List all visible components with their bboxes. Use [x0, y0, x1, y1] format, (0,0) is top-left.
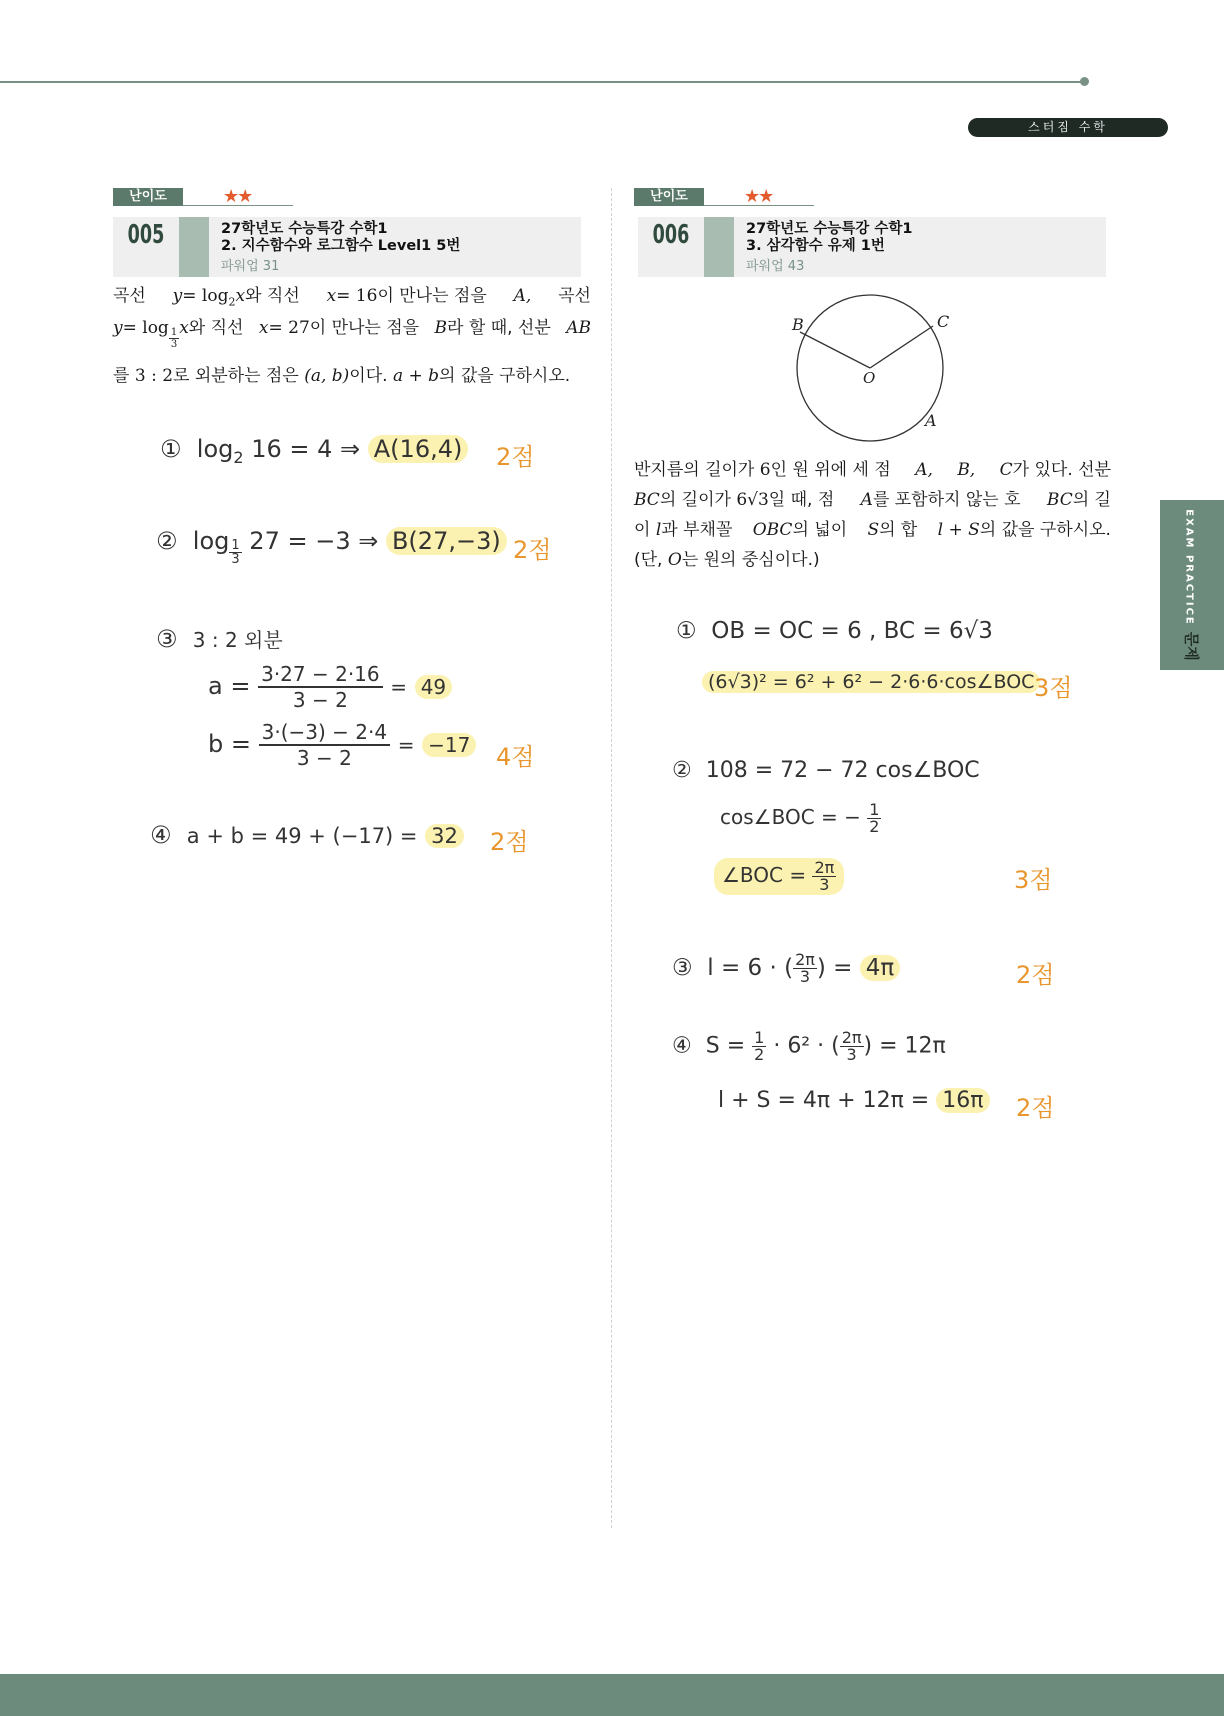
solution-subscript: 2 [233, 447, 244, 467]
text-segment: 의 값을 구하시오. [979, 520, 1111, 540]
solution-fraction-den: 3 [799, 967, 811, 986]
score-label: 3점 [1034, 674, 1073, 702]
solution-step-3-a [208, 662, 452, 712]
problem-header [113, 217, 581, 277]
math-expr: l + S [937, 520, 980, 540]
problem-text-line [634, 552, 1111, 574]
problem-number: 005 [127, 220, 165, 250]
solution-step-4 [672, 1030, 946, 1063]
solution-answer-highlight: 49 [415, 675, 452, 699]
solution-answer-highlight: B(27,−3) [386, 527, 507, 555]
step-number: ③ [672, 955, 693, 981]
difficulty-label: 난이도 [113, 188, 183, 206]
text-segment: 의 길 [1072, 490, 1111, 510]
step-number: ① [676, 618, 697, 644]
solution-expr: = [397, 733, 415, 757]
problem-source-title: 27학년도 수능특강 수학1 [746, 221, 913, 237]
solution-fraction-den: 3 − 2 [296, 746, 352, 770]
solution-expr: ∠BOC = [722, 863, 807, 887]
text-segment: 곡선 [558, 286, 591, 306]
step-number: ④ [672, 1033, 692, 1059]
math-var: l [655, 520, 662, 540]
problem-text [113, 288, 591, 390]
math-var: x [179, 318, 189, 338]
math-var: OBC [752, 520, 793, 540]
solution-fraction-num: 1 [754, 1028, 765, 1047]
step-number: ① [160, 435, 182, 463]
radius-oc [870, 326, 933, 368]
solution-answer-highlight: 4π [860, 955, 900, 981]
solution-answer-highlight: A(16,4) [368, 435, 469, 463]
problem-source-unit: 2. 지수함수와 로그함수 Level1 5번 [221, 238, 461, 254]
side-tab-korean: 문제 [1182, 631, 1201, 661]
text-segment: 가 있다. 선분 [1012, 460, 1111, 480]
problem-text [634, 462, 1111, 574]
solution-step-1 [160, 434, 468, 473]
point-label-b: B [792, 315, 804, 334]
solution-step-3 [156, 624, 283, 655]
solution-expr: S = [705, 1033, 746, 1059]
solution-fraction-den: 2 [754, 1045, 765, 1064]
score-label: 2점 [490, 828, 529, 856]
solution-expr: b = [208, 730, 251, 758]
math-expr: 6√3 [736, 490, 769, 510]
score-label: 2점 [1016, 961, 1055, 989]
text-segment: 이다. [349, 366, 388, 386]
solution-fraction-num: 2π [841, 1028, 862, 1047]
solution-expr: log [196, 435, 234, 463]
solution-expr: 27 = −3 ⇒ [249, 527, 379, 555]
solution-fraction-den: 3 − 2 [292, 688, 348, 712]
top-rule-dot [1080, 77, 1089, 86]
math-var: B, [957, 460, 976, 480]
solution-answer-highlight [714, 858, 844, 895]
solution-step-3 [672, 952, 900, 985]
solution-step-2 [156, 526, 507, 566]
solution-fraction-den: 3 [846, 1045, 857, 1064]
solution-expr: OB = OC = 6 , BC = 6√3 [711, 618, 993, 644]
text-segment: 는 원의 중심이다.) [681, 550, 820, 570]
problem-source-title: 27학년도 수능특강 수학1 [221, 221, 388, 237]
text-segment: (단, [634, 550, 663, 570]
solution-step-4 [150, 820, 464, 851]
solution-step-1 [676, 616, 993, 646]
solution-step-2-b [720, 802, 881, 835]
solution-expr: · 6² · ( [773, 1033, 840, 1059]
solution-expr: a + b = 49 + (−17) = [186, 824, 418, 848]
text-segment: 과 부채꼴 [661, 520, 733, 540]
math-expr: = 16 [336, 286, 378, 306]
solution-expr: ) = [816, 955, 853, 981]
side-tab-text [1182, 509, 1203, 661]
problem-source-ref: 파워업 31 [221, 259, 280, 274]
solution-expr: a = [208, 672, 251, 700]
step-number: ② [672, 758, 692, 783]
problem-text-line [113, 288, 591, 310]
solution-fraction-num: 3·27 − 2·16 [258, 662, 383, 688]
text-segment: 이 만나는 점을 [377, 286, 487, 306]
text-segment: 이 만나는 점을 [309, 318, 420, 338]
problem-source-ref: 파워업 43 [746, 259, 805, 274]
math-expr: = log [122, 318, 169, 338]
text-segment: 의 넓이 [792, 520, 848, 540]
solution-fraction-num: 2π [814, 858, 835, 877]
score-label: 3점 [1014, 866, 1053, 894]
math-var: S [867, 520, 880, 540]
solution-step-4-b [718, 1086, 990, 1116]
solution-step-2-c [714, 858, 844, 895]
text-segment: 인 원 위에 세 점 [770, 460, 891, 480]
score-label: 2점 [513, 536, 552, 564]
point-label-c: C [937, 312, 950, 331]
difficulty-label: 난이도 [634, 188, 704, 206]
problem-header [638, 217, 1106, 277]
step-number: ② [156, 527, 178, 555]
math-var: AB [566, 318, 591, 338]
math-var: O [667, 550, 682, 570]
math-expr: 6 [759, 460, 771, 480]
score-label: 4점 [496, 743, 535, 771]
column-divider [611, 188, 612, 1528]
text-segment: 와 직선 [188, 318, 244, 338]
solution-fraction-num: 1 [231, 538, 240, 553]
solution-step-1-b [702, 667, 1040, 697]
footer-band [0, 1674, 1224, 1716]
text-segment: 이 [634, 520, 651, 540]
text-segment: 반지름의 길이가 [634, 460, 755, 480]
math-var: BC [634, 490, 660, 510]
text-segment: 일 때, 점 [768, 490, 835, 510]
solution-expr: 16 = 4 ⇒ [251, 435, 361, 463]
math-var: x [326, 286, 337, 306]
solution-fraction-num: 2π [795, 950, 815, 969]
step-number: ③ [156, 625, 178, 653]
score-label: 2점 [496, 443, 535, 471]
problem-text-line [634, 522, 1111, 544]
solution-fraction-den: 3 [819, 875, 830, 894]
score-label: 2점 [1016, 1094, 1055, 1122]
solution-step-3-b [208, 720, 476, 770]
text-segment: 를 [113, 366, 130, 386]
problem-text-line [634, 462, 1111, 484]
solution-expr: 108 = 72 − 72 cos∠BOC [705, 758, 980, 783]
math-var: A, [513, 286, 532, 306]
solution-step-2 [672, 756, 980, 786]
math-var: A [860, 490, 873, 510]
circle-figure [780, 285, 960, 445]
math-subscript: 2 [228, 295, 236, 309]
side-tab-english: EXAM PRACTICE [1183, 509, 1195, 626]
text-segment: 의 합 [879, 520, 918, 540]
solution-expr: 3 : 2 외분 [192, 628, 283, 652]
solution-expr: = [390, 675, 408, 699]
math-var: x [235, 286, 246, 306]
problem-text-line [113, 368, 591, 390]
text-segment: 곡선 [113, 286, 146, 306]
solution-fraction-den: 2 [869, 817, 880, 836]
solution-fraction-num: 3·(−3) − 2·4 [259, 720, 390, 746]
solution-answer-highlight: −17 [422, 733, 476, 757]
side-tab [1160, 500, 1224, 670]
solution-expr: l + S = 4π + 12π = [718, 1088, 930, 1113]
solution-expr: log [192, 527, 230, 555]
math-var: y [172, 286, 183, 306]
problem-strip [179, 217, 209, 277]
text-segment: 의 값을 구하시오. [439, 366, 571, 386]
solution-expr: cos∠BOC = − [720, 805, 861, 829]
difficulty-stars: ★★ [223, 186, 252, 207]
problem-strip [704, 217, 734, 277]
text-segment: 로 외분하는 점은 [173, 366, 299, 386]
math-expr: a + b [392, 366, 440, 386]
step-number: ④ [150, 821, 172, 849]
radius-ob [800, 332, 870, 368]
solution-expr: ) = 12π [863, 1033, 946, 1059]
solution-fraction-num: 1 [869, 800, 880, 819]
solution-answer-highlight: (6√3)² = 6² + 6² − 2·6·6·cos∠BOC [702, 671, 1040, 693]
math-expr: (a, b) [304, 366, 350, 386]
problem-text-line [113, 320, 591, 368]
top-rule [0, 81, 1084, 83]
text-segment: 라 할 때, 선분 [447, 318, 551, 338]
point-label-a: A [925, 411, 937, 430]
text-segment: 와 직선 [245, 286, 300, 306]
point-label-o: O [863, 369, 876, 387]
math-expr: = log [182, 286, 229, 306]
math-fraction-den: 3 [170, 339, 178, 350]
text-segment: 를 포함하지 않는 호 [872, 490, 1021, 510]
math-expr: 3 : 2 [134, 366, 174, 386]
math-fraction-num: 1 [170, 327, 178, 338]
math-var: B [434, 318, 448, 338]
math-var: C [999, 460, 1013, 480]
solution-expr: l = 6 · ( [707, 955, 794, 981]
math-var: BC [1046, 490, 1073, 510]
text-segment: 의 길이가 [659, 490, 731, 510]
solution-answer-highlight: 32 [425, 824, 464, 848]
solution-answer-highlight: 16π [936, 1088, 989, 1113]
problem-number: 006 [652, 220, 690, 250]
solution-fraction-den: 3 [231, 552, 240, 567]
difficulty-stars: ★★ [744, 186, 773, 207]
math-var: x [258, 318, 269, 338]
math-expr: = 27 [268, 318, 310, 338]
brand-badge: 스터짐 수학 [968, 118, 1168, 137]
problem-text-line [634, 492, 1111, 514]
problem-source-unit: 3. 삼각함수 유제 1번 [746, 238, 885, 254]
math-var: A, [915, 460, 933, 480]
math-var: y [113, 318, 123, 338]
